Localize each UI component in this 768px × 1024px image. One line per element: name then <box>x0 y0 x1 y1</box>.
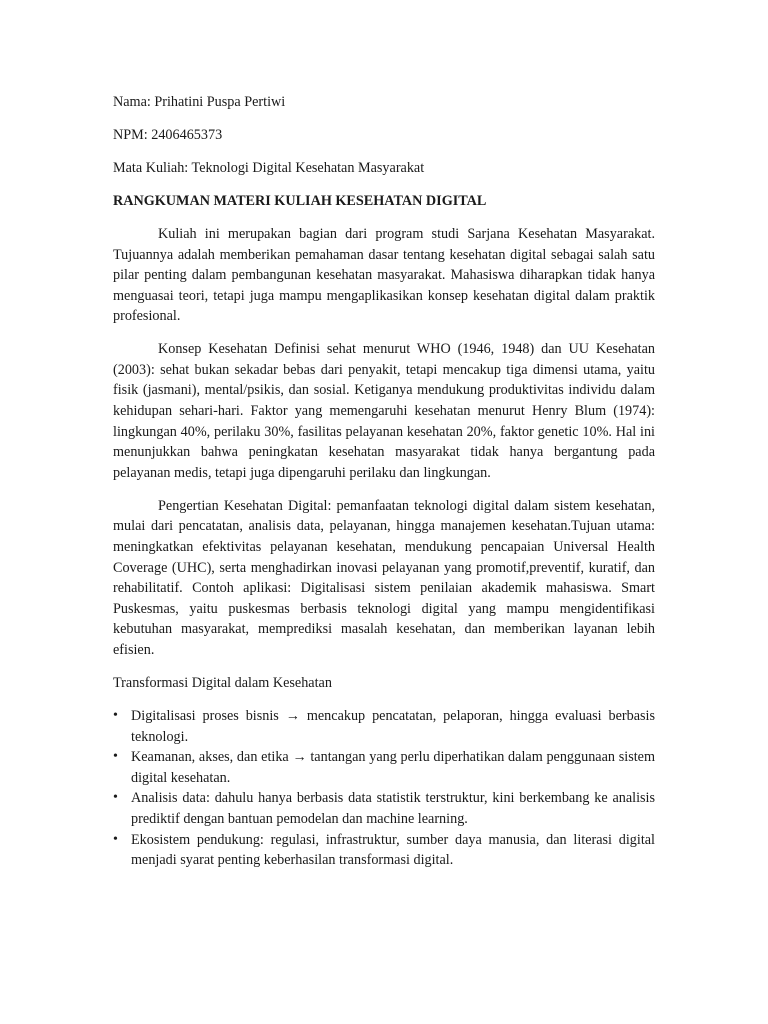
paragraph-digital-health: Pengertian Kesehatan Digital: pemanfaatan teknologi digital dalam sistem kesehatan, mulai dari pencatatan, analisis data, pelayanan, hingga manajemen kesehatan.Tujuan utama: meningkatkan efektivitas pelayanan kesehatan, mendukung pencapaian Universal Health Coverage (UHC), serta menghadirkan inovasi pelayanan yang promotif,preventif, kuratif, dan rehabilitatif. Contoh aplikasi: Digitalisasi sistem penilaian akademik mahasiswa. Smart Puskesmas, yaitu puskesmas berbasis teknologi digital yang mampu mengidentifikasi kebutuhan masyarakat, memprediksi masalah kesehatan, dan memberikan layanan lebih efisien. <box>113 497 655 658</box>
paragraph-health-concept: Konsep Kesehatan Definisi sehat menurut WHO (1946, 1948) dan UU Kesehatan (2003): sehat bukan sekadar bebas dari penyakit, tetapi mencakup tiga dimensi utama, yaitu fisik (jasmani), mental/psikis, dan sosial. Ketiganya mendukung produktivitas individu dalam kehidupan sehari-hari. Faktor yang memengaruhi kesehatan menurut Henry Blum (1974): lingkungan 40%, perilaku 30%, fasilitas pelayanan kesehatan 20%, faktor genetic 10%. Hal ini menunjukkan bahwa peningkatan kesehatan masyarakat tidak hanya bergantung pada pelayanan medis, tetapi juga dipengaruhi perilaku dan lingkungan. <box>113 341 655 481</box>
bullet-icon: • <box>113 749 118 765</box>
course-name: Mata Kuliah: Teknologi Digital Kesehatan Masyarakat <box>113 159 425 176</box>
document-page <box>113 92 655 871</box>
bullet-icon: • <box>113 831 118 847</box>
paragraph-intro: Kuliah ini merupakan bagian dari program studi Sarjana Kesehatan Masyarakat. Tujuannya adalah memberikan pemahaman dasar tentang kesehatan digital sebagai salah satu pilar penting dalam pembangunan kesehatan masyarakat. Mahasiswa diharapkan tidak hanya menguasai teori, tetapi juga mampu mengaplikasikan konsep kesehatan digital dalam praktik profesional. <box>113 225 655 325</box>
student-name: Nama: Prihatini Puspa Pertiwi <box>113 94 286 110</box>
list-item-text: Keamanan, akses, dan etika → tantangan yang perlu diperhatikan dalam penggunaan sistem digital kesehatan. <box>131 749 655 786</box>
list-item-text: Digitalisasi proses bisnis → mencakup pencatatan, pelaporan, hingga evaluasi berbasis teknologi. <box>131 707 655 745</box>
list-item <box>113 788 655 829</box>
bullet-icon: • <box>113 707 118 723</box>
bullet-list <box>113 706 655 871</box>
list-item <box>113 706 655 747</box>
document-title: RANGKUMAN MATERI KULIAH KESEHATAN DIGITAL <box>113 192 487 209</box>
list-item <box>113 747 655 788</box>
list-item-text: Ekosistem pendukung: regulasi, infrastruktur, sumber daya manusia, dan literasi digital menjadi syarat penting keberhasilan transformasi digital. <box>131 831 655 869</box>
student-npm: NPM: 2406465373 <box>113 126 223 143</box>
list-item <box>113 830 655 871</box>
list-item-text: Analisis data: dahulu hanya berbasis data statistik terstruktur, kini berkembang ke analisis prediktif dengan bantuan pemodelan dan machine learning. <box>131 790 655 827</box>
section-title: Transformasi Digital dalam Kesehatan <box>113 674 332 691</box>
bullet-icon: • <box>113 790 118 806</box>
